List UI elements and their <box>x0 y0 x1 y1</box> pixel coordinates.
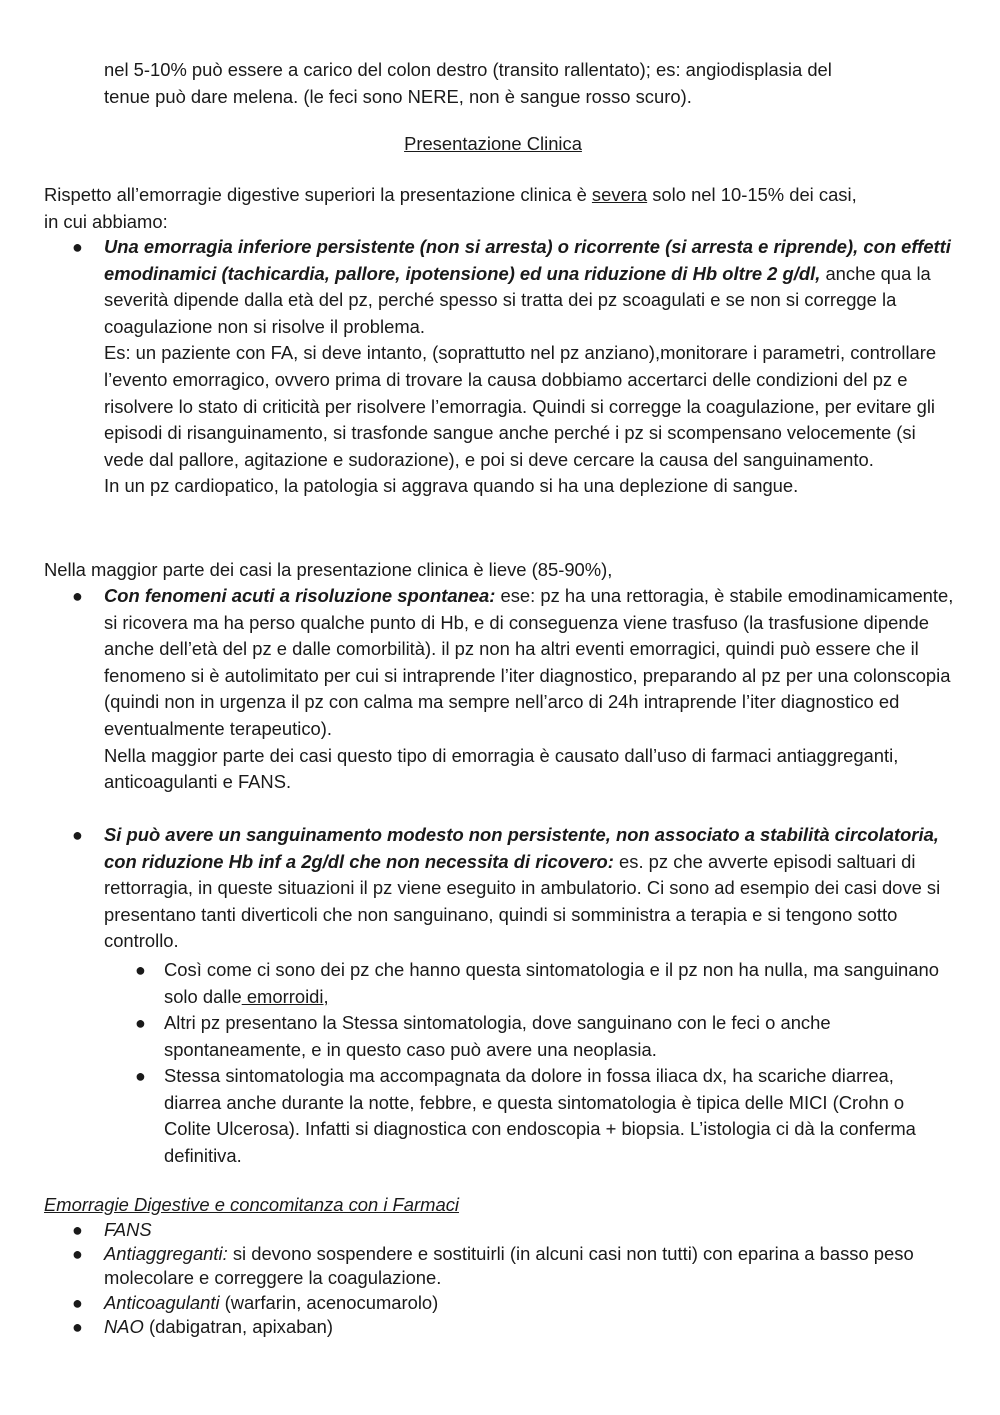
sub-bullet-marker: ● <box>135 960 146 980</box>
section-title: Presentazione Clinica <box>404 133 582 154</box>
sub-bullet-marker: ● <box>135 1066 146 1086</box>
severe-intro-paragraph <box>44 182 954 235</box>
severe-intro-text: Rispetto all’emorragie digestive superiori la presentazione clinica è <box>44 184 592 205</box>
bullet-severe-cardiac: In un pz cardiopatico, la patologia si aggrava quando si ha una deplezione di sangue. <box>104 475 799 497</box>
drug-item-antiaggreganti <box>104 1242 954 1291</box>
bullet-marker: ● <box>72 1220 83 1240</box>
bullet-marker: ● <box>72 1293 83 1313</box>
severe-intro-line-2: in cui abbiamo: <box>44 210 168 232</box>
drug-name: FANS <box>104 1219 152 1240</box>
drug-description: (dabigatran, apixaban) <box>143 1316 334 1337</box>
drug-name: Anticoagulanti <box>104 1292 220 1313</box>
drug-item-nao <box>104 1315 954 1339</box>
sub-bullet-marker: ● <box>135 1013 146 1033</box>
bullet-mild-1-bold: Con fenomeni acuti a risoluzione spontanea: <box>104 585 496 606</box>
drug-description: si devono sospendere e sostituirli (in alcuni casi non tutti) con eparina a basso peso molecolare e correggere la coagulazione. <box>104 1243 914 1289</box>
bullet-mild-2-text: es. pz che avverte episodi saltuari di rettorragia, in queste situazioni il pz viene eseguito in ambulatorio. Ci sono ad esempio dei casi dove si presentano tanti diverticoli che non sanguinano, quindi si somministra a terapia e si tengono sotto controllo. <box>104 850 941 952</box>
sub-bullet-hemorrhoids <box>164 957 954 1010</box>
bullet-mild-1-note: Nella maggior parte dei casi questo tipo di emorragia è causato dall’uso di farmaci antiaggreganti, anticoagulanti e FANS. <box>104 744 899 793</box>
bullet-marker: ● <box>72 237 83 257</box>
intro-line-2: tenue può dare melena. (le feci sono NERE, non è sangue rosso scuro). <box>104 85 692 107</box>
drug-name: NAO <box>104 1316 144 1337</box>
bullet-marker: ● <box>72 586 83 606</box>
drug-name: Antiaggreganti: <box>104 1243 228 1264</box>
sub-bullet-1-underlined: emorroidi, <box>241 985 329 1007</box>
drugs-section-title: Emorragie Digestive e concomitanza con i Farmaci <box>44 1194 459 1215</box>
bullet-mild-2-bold: Si può avere un sanguinamento modesto non persistente, non associato a stabilità circolatoria, con riduzione Hb inf a 2g/dl che non necessita di ricovero: <box>104 824 939 872</box>
bullet-mild-1-text: ese: pz ha una rettoragia, è stabile emodinamicamente, si ricovera ma ha perso qualche punto di Hb, e di conseguenza viene trasfuso (la trasfusione dipende anche dell’età del pz e dalle comorbilità). il pz non ha altri eventi emorragici, quindi può essere che il fenomeno si è autolimitato per cui si intraprende l’iter diagnostico, preparando al pz per una colonscopia (quindi non in urgenza il pz con calma ma sempre nell’arco di 24h intraprende l’iter diagnostico ed eventualmente terapeutico). <box>104 585 954 739</box>
bullet-severe-text: anche qua la severità dipende dalla età del pz, perché spesso si tratta dei pz scoagulati e se non si corregge la coagulazione non si risolve il problema. <box>104 262 931 337</box>
sub-bullet-1-text: Così come ci sono dei pz che hanno questa sintomatologia e il pz non ha nulla, ma sanguinano solo dalle <box>164 959 939 1007</box>
bullet-mild-2 <box>104 822 954 955</box>
sub-bullet-neoplasia: Altri pz presentano la Stessa sintomatologia, dove sanguinano con le feci o anche spontaneamente, e in questo caso può avere una neoplasia. <box>164 1012 831 1060</box>
intro-line-1: nel 5-10% può essere a carico del colon destro (transito rallentato); es: angiodisplasia del <box>104 59 832 80</box>
bullet-severe <box>104 234 954 500</box>
bullet-marker: ● <box>72 825 83 845</box>
severe-underlined: severa <box>591 184 648 205</box>
severe-intro-post: solo nel 10-15% dei casi, <box>647 184 857 205</box>
mild-intro: Nella maggior parte dei casi la presentazione clinica è lieve (85-90%), <box>44 559 613 580</box>
drug-item-fans <box>104 1218 954 1242</box>
bullet-marker: ● <box>72 1244 83 1264</box>
bullet-mild-1 <box>104 583 954 796</box>
bullet-marker: ● <box>72 1317 83 1337</box>
sub-bullet-mici: Stessa sintomatologia ma accompagnata da dolore in fossa iliaca dx, ha scariche diarrea, diarrea anche durante la notte, febbre, e questa sintomatologia è tipica delle MICI (Crohn o Colite Ulcerosa). Infatti si diagnostica con endoscopia + biopsia. L’istologia ci dà la conferma definitiva. <box>164 1065 916 1166</box>
drug-description: (warfarin, acenocumarolo) <box>219 1292 439 1313</box>
drug-item-anticoagulanti <box>104 1291 954 1315</box>
intro-paragraph <box>104 57 954 110</box>
bullet-severe-bold: Una emorragia inferiore persistente (non si arresta) o ricorrente (si arresta e riprende), con effetti emodinamici (tachicardia, pallore, ipotensione) ed una riduzione di Hb oltre 2 g/dl, <box>104 236 951 284</box>
bullet-severe-example: Es: un paziente con FA, si deve intanto, (soprattutto nel pz anziano),monitorare i parametri, controllare l’evento emorragico, ovvero prima di trovare la causa dobbiamo accertarci delle condizioni del pz e risolvere lo stato di criticità per risolvere l’emorragia. Quindi si corregge la coagulazione, per evitare gli episodi di risanguinamento, si trasfonde sangue anche perché i pz si scompensano velocemente (si vede dal pallore, agitazione e sudorazione), e poi si deve cercare la causa del sanguinamento. <box>104 342 937 470</box>
